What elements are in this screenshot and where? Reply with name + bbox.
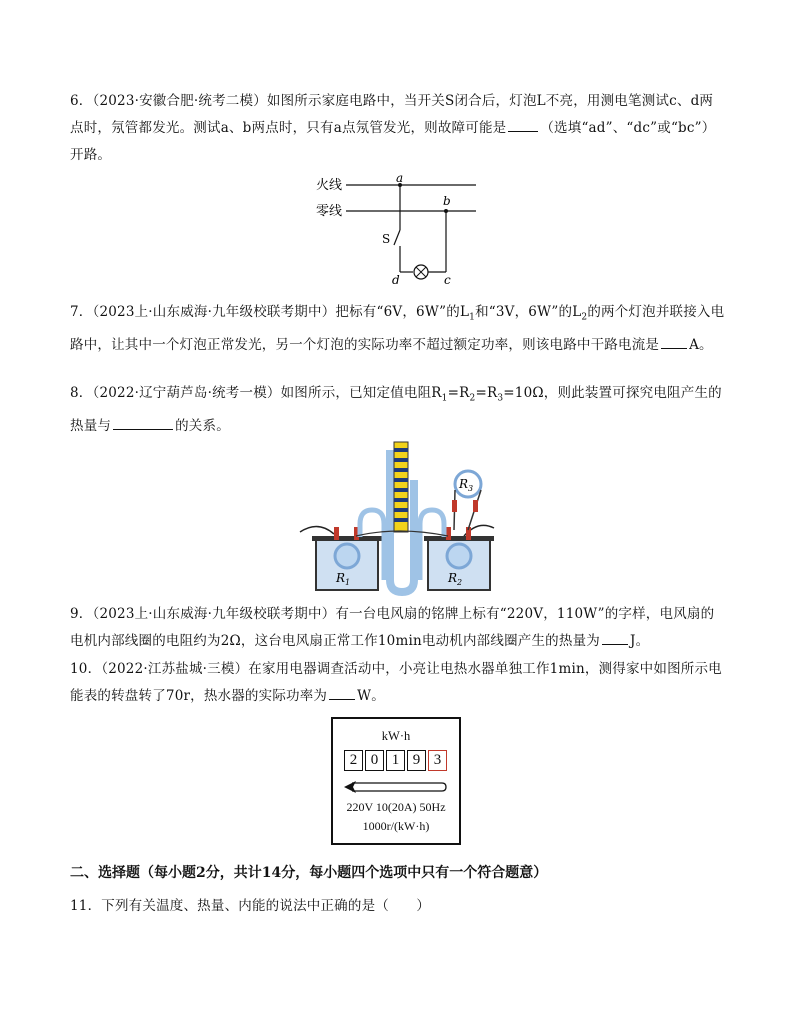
q6-circuit-diagram <box>306 172 506 284</box>
q8-answer-blank[interactable] <box>113 415 173 430</box>
r1-label: $R_1$ <box>336 571 351 587</box>
q8-sub-1: 1 <box>441 393 448 404</box>
question-10 <box>70 656 726 710</box>
q9-text-2: J。 <box>629 633 650 649</box>
meter-rotation-arrow-icon <box>342 780 452 794</box>
q6-answer-blank[interactable] <box>508 117 538 132</box>
switch-label: S <box>382 232 391 246</box>
jar-left-lid <box>312 536 382 541</box>
point-a-label: a <box>396 172 404 185</box>
q8-text-eq: =R <box>447 385 470 401</box>
q8-sub-2: 2 <box>469 393 476 404</box>
q7-sub-2: 2 <box>581 312 588 323</box>
question-11 <box>70 893 726 920</box>
q7-number: 7． <box>70 304 93 320</box>
q6-source: （2023·安徽合肥·统考二模） <box>92 93 267 109</box>
point-c-label: c <box>444 273 451 284</box>
q11-text: 下列有关温度、热量、内能的说法中正确的是（ ） <box>101 898 431 914</box>
energy-meter <box>331 717 461 845</box>
terminal-l1 <box>334 527 339 540</box>
q8-apparatus-diagram <box>298 440 508 600</box>
neutral-wire-label: 零线 <box>316 204 343 219</box>
q8-text-3: 的关系。 <box>175 417 230 434</box>
lead-wire-left <box>300 526 334 534</box>
r3-terminal-1 <box>452 500 457 512</box>
question-8 <box>70 380 726 440</box>
meter-digit-5-decimal: 3 <box>428 750 447 771</box>
q7-sub-1: 1 <box>469 312 476 323</box>
question-6 <box>70 88 726 169</box>
q6-text-1: 如图所示家庭电路中，当开关S闭合后，灯泡L不亮，用测电笔测试c、d两点时，氖管都发光。测试a、b两点时，只有a点氖管发光，则故障可能是 <box>70 93 714 136</box>
q8-text-2: =10Ω，则此装置可探究电阻产生的热量与 <box>70 385 722 434</box>
terminal-r1 <box>446 527 451 540</box>
q9-source: （2023上·山东威海·九年级校联考期中） <box>92 606 336 622</box>
meter-digit-4: 9 <box>407 750 426 771</box>
section-2-heading: 二、选择题（每小题2分，共计14分，每小题四个选项中只有一个符合题意） <box>70 865 548 881</box>
question-7 <box>70 299 726 359</box>
point-b-label: b <box>443 194 451 208</box>
question-9 <box>70 601 726 655</box>
q6-text-2: （选填“ad”、“dc”或“bc”）开路。 <box>70 120 716 163</box>
q10-source: （2022·江苏盐城·三模） <box>101 661 249 677</box>
q10-answer-blank[interactable] <box>329 685 355 700</box>
q8-text-1: 如图所示，已知定值电阻R <box>280 385 442 401</box>
meter-digit-2: 0 <box>365 750 384 771</box>
r2-label: $R_2$ <box>448 571 463 587</box>
meter-unit: kW·h <box>381 729 411 743</box>
q11-number: 11． <box>70 898 102 914</box>
q7-answer-blank[interactable] <box>661 334 687 349</box>
q9-number: 9． <box>70 606 93 622</box>
meter-digits <box>344 750 447 771</box>
r1-coil <box>335 544 359 568</box>
q10-number: 10． <box>70 661 102 677</box>
meter-digit-3: 1 <box>386 750 405 771</box>
q7-text-4: A。 <box>689 336 713 353</box>
r3-label: $R_3$ <box>459 477 474 493</box>
q10-text-2: W。 <box>357 688 385 704</box>
r3-terminal-2 <box>473 500 478 512</box>
meter-spec-2: 1000r/(kW·h) <box>362 819 430 833</box>
meter-digit-1: 2 <box>344 750 363 771</box>
q9-text-1: 有一台电风扇的铭牌上标有“220V，110W”的字样，电风扇的电机内部线圈的电阻约为2Ω，这台电风扇正常工作10min电动机内部线圈产生的热量为 <box>70 606 715 649</box>
jar-right-lid <box>424 536 494 541</box>
point-d-label: d <box>392 273 400 284</box>
q6-number: 6． <box>70 93 93 109</box>
q8-number: 8． <box>70 385 93 401</box>
switch-lever <box>394 230 400 245</box>
q7-text-2: 和“3V，6W”的L <box>475 304 582 320</box>
meter-spec-1: 220V 10(20A) 50Hz <box>346 800 446 814</box>
q8-source: （2022·辽宁葫芦岛·统考一模） <box>92 385 281 401</box>
q7-text-1: 把标有“6V，6W”的L <box>335 304 470 320</box>
q7-text-3: 的两个灯泡并联接入电路中，让其中一个灯泡正常发光，另一个灯泡的实际功率不超过额定功率，则该电路中干路电流是 <box>70 304 725 353</box>
live-wire-label: 火线 <box>316 178 343 193</box>
r2-coil <box>447 544 471 568</box>
q8-text-eq2: =R <box>475 385 498 401</box>
q8-sub-3: 3 <box>497 393 504 404</box>
q7-source: （2023上·山东威海·九年级校联考期中） <box>92 304 336 320</box>
q9-answer-blank[interactable] <box>602 630 628 645</box>
q10-text-1: 在家用电器调查活动中，小亮让电热水器单独工作1min，测得家中如图所示电能表的转盘转了70r，热水器的实际功率为 <box>70 661 722 704</box>
